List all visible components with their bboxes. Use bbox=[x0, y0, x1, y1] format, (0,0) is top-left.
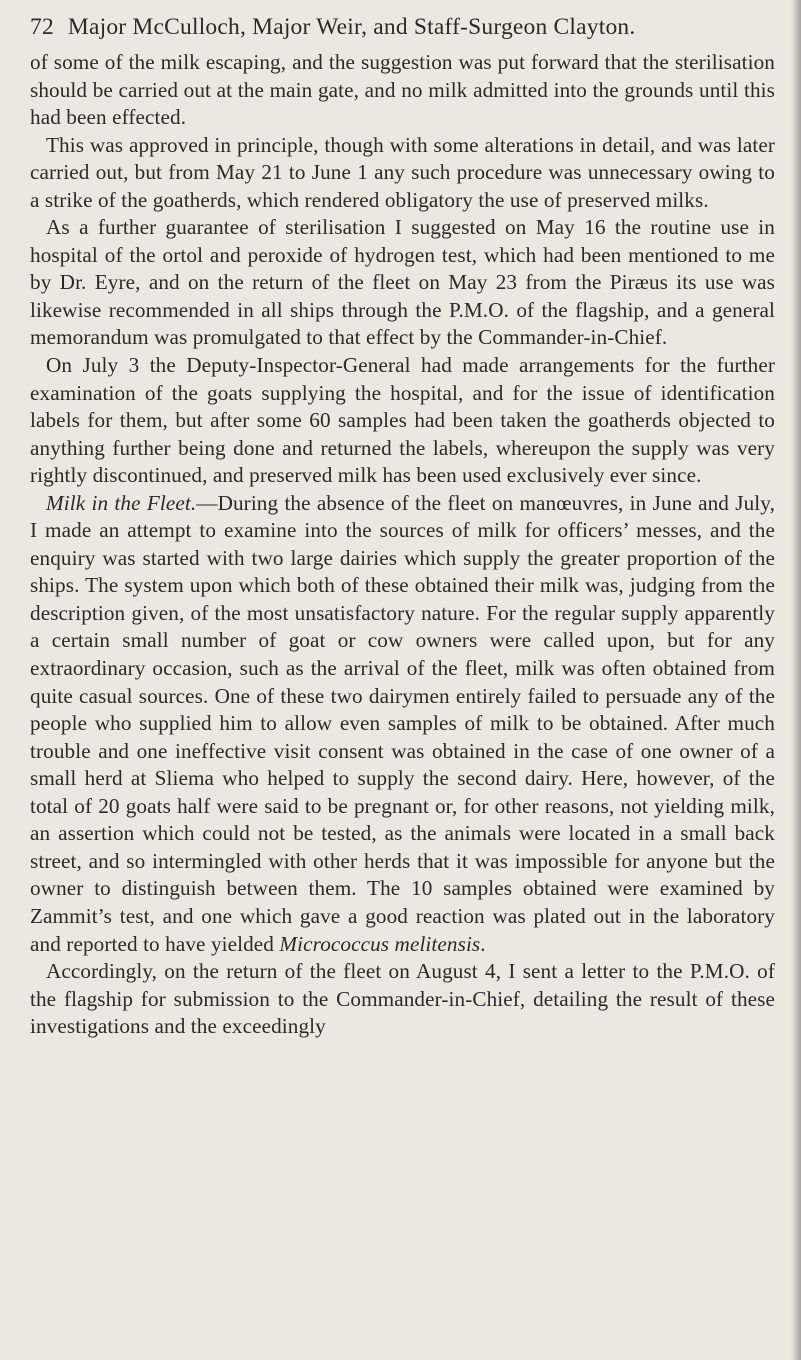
paragraph: On July 3 the Deputy-Inspector-General had made arrangements for the further examination of the goats supplying the hospital, and for the issue of identification labels for them, but after some 60 samples had been taken the goatherds objected to anything further being done and returned the labels, whereupon the supply was very rightly discontinued, and preserved milk has been used exclusively ever since. bbox=[30, 353, 775, 488]
running-head-title: Major McCulloch, Major Weir, and Staff-Surgeon Clayton. bbox=[67, 14, 636, 40]
paragraph: This was approved in principle, though with some alterations in detail, and was later carried out, but from May 21 to June 1 any such procedure was unnecessary owing to a strike of the goatherds, which rendered obligatory the use of preserved milks. bbox=[30, 132, 775, 212]
page-number: 72 bbox=[30, 14, 54, 40]
paragraph-text: —During the absence of the fleet on manœuvres, in June and July, I made an attempt to examine into the sources of milk for officers’ messes, and the enquiry was started with two large dairies which supply the greater proportion of the ships. The system upon which both of these obtained their milk was, judging from the description given, of the most unsatisfactory nature. For the regular supply apparently a certain small number of goat or cow owners were called upon, but for any extraordinary occasion, such as the arrival of the fleet, milk was often obtained from quite casual sources. One of these two dairymen entirely failed to persuade any of the people who supplied him to allow even samples of milk to be obtained. After much trouble and one ineffective visit consent was obtained in the case of one owner of a small herd at Sliema who helped to supply the second dairy. Here, however, of the total of 20 goats half were said to be pregnant or, for other reasons, not yielding milk, an assertion which could not be tested, as the animals were located in a small back street, and so intermingled with other herds that it was impossible for anyone but the owner to distinguish between them. The 10 samples obtained were examined by Zammit’s test, and one which gave a good reaction was plated out in the laboratory and reported to have yielded bbox=[30, 490, 775, 956]
paragraph-tail: . bbox=[480, 931, 486, 956]
page-edge-shadow bbox=[791, 0, 801, 1360]
body-text bbox=[30, 49, 775, 1041]
species-name: Micrococcus melitensis bbox=[279, 931, 481, 956]
paragraph: of some of the milk escaping, and the suggestion was put forward that the sterilisation should be carried out at the main gate, and no milk admitted into the grounds until this had been effected. bbox=[30, 50, 775, 130]
section-heading: Milk in the Fleet. bbox=[46, 490, 197, 515]
paragraph bbox=[30, 490, 775, 958]
running-head bbox=[30, 14, 775, 40]
paragraph: Accordingly, on the return of the fleet on August 4, I sent a letter to the P.M.O. of the flagship for submission to the Commander-in-Chief, detailing the result of these investigations and the exceedingly bbox=[30, 959, 775, 1039]
paragraph: As a further guarantee of sterilisation I suggested on May 16 the routine use in hospital of the ortol and peroxide of hydrogen test, which had been mentioned to me by Dr. Eyre, and on the return of the fleet on May 23 from the Piræus its use was likewise recommended in all ships through the P.M.O. of the flagship, and a general memorandum was promulgated to that effect by the Commander-in-Chief. bbox=[30, 215, 775, 350]
